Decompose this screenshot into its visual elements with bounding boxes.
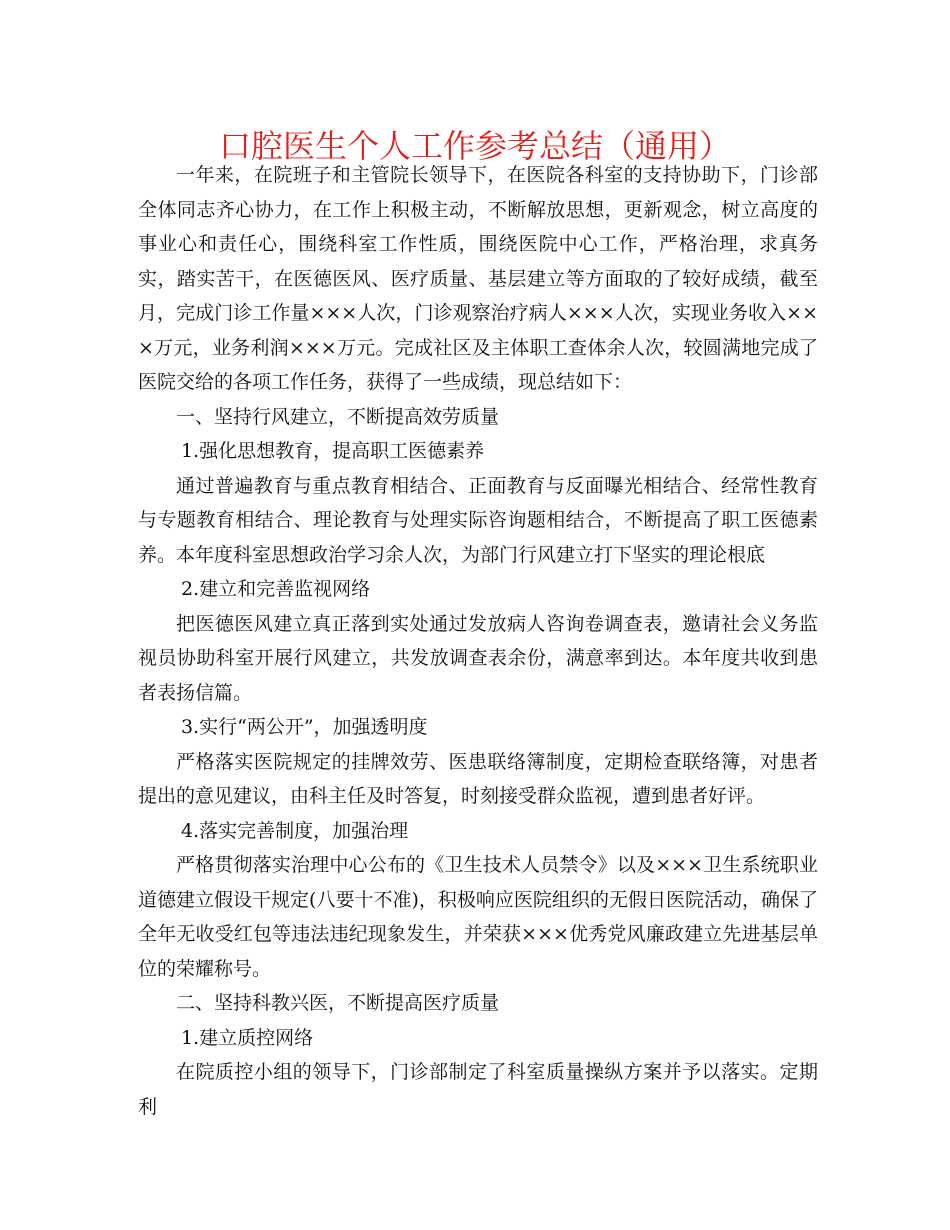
paragraph-1-2: 把医德医风建立真正落到实处通过发放病人咨询卷调查表，邀请社会义务监视员协助科室开展行风建立，共发放调查表余份，满意率到达。本年度共收到患者表扬信篇。 <box>138 612 818 704</box>
paragraph-1-4: 严格贯彻落实治理中心公布的《卫生技术人员禁令》以及×××卫生系统职业道德建立假设干规定(八要十不准)，积极响应医院组织的无假日医院活动，确保了全年无收受红包等违法违纪现象发生，并荣获×××优秀党风廉政建立先进基层单位的荣耀称号。 <box>138 854 818 980</box>
subheading-1-4: 4.落实完善制度，加强治理 <box>181 819 409 842</box>
paragraph-2-1: 在院质控小组的领导下，门诊部制定了科室质量操纵方案并予以落实。定期利 <box>138 1061 818 1118</box>
subheading-1-3: 3.实行“两公开”，加强透明度 <box>181 716 428 738</box>
paragraph-1-3: 严格落实医院规定的挂牌效劳、医患联络簿制度，定期检查联络簿，对患者提出的意见建议，由科主任及时答复，时刻接受群众监视，遭到患者好评。 <box>138 750 818 807</box>
document-title: 口腔医生个人工作参考总结（通用） <box>218 127 731 165</box>
document-body <box>138 158 818 1124</box>
paragraph-1-1: 通过普遍教育与重点教育相结合、正面教育与反面曝光相结合、经常性教育与专题教育相结合、理论教育与处理实际咨询题相结合，不断提高了职工医德素养。本年度科室思想政治学习余人次，为部门行风建立打下坚实的理论根底 <box>138 474 818 566</box>
section-heading-1: 一、坚持行风建立，不断提高效劳质量 <box>176 405 500 428</box>
section-heading-2: 二、坚持科教兴医，不断提高医疗质量 <box>176 992 500 1014</box>
subheading-2-1: 1.建立质控网络 <box>181 1026 314 1049</box>
intro-paragraph: 一年来，在院班子和主管院长领导下，在医院各科室的支持协助下，门诊部全体同志齐心协力，在工作上积极主动，不断解放思想，更新观念，树立高度的事业心和责任心，围绕科室工作性质，围绕医院中心工作，严格治理，求真务实，踏实苦干，在医德医风、医疗质量、基层建立等方面取的了较好成绩，截至月，完成门诊工作量×××人次，门诊观察治疗病人×××人次，实现业务收入×××万元，业务利润×××万元。完成社区及主体职工查体余人次，较圆满地完成了医院交给的各项工作任务，获得了一些成绩，现总结如下： <box>138 164 818 393</box>
subheading-1-2: 2.建立和完善监视网络 <box>181 578 371 600</box>
subheading-1-1: 1.强化思想教育，提高职工医德素养 <box>181 440 485 462</box>
